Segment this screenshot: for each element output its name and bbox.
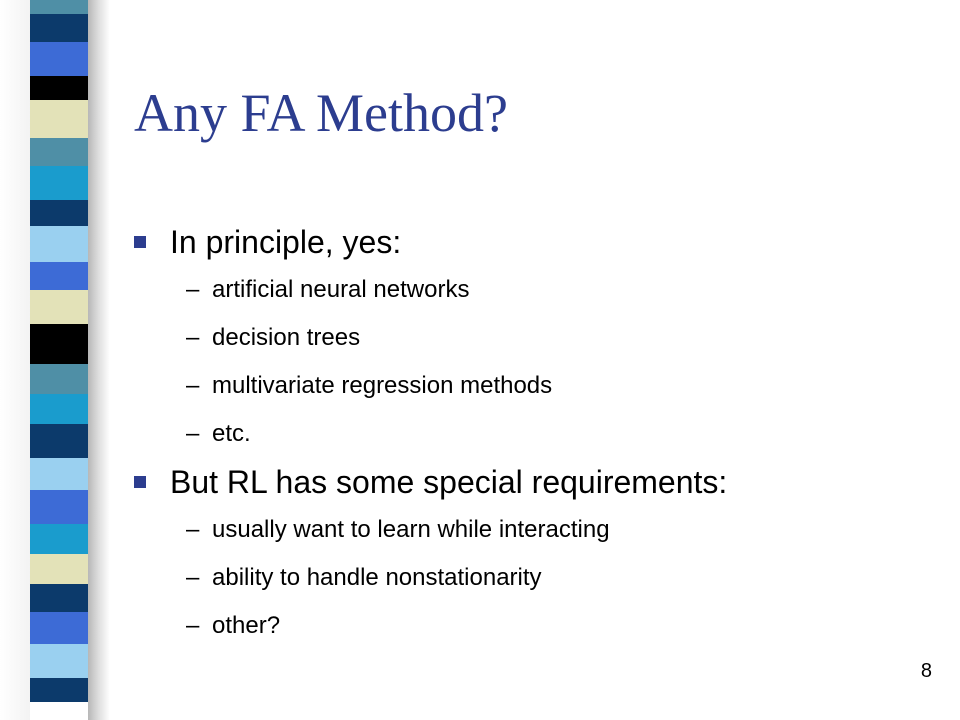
dash-marker: – <box>186 516 200 543</box>
stripe-segment <box>30 490 88 524</box>
stripe-segment <box>30 42 88 76</box>
stripe-segment <box>30 554 88 584</box>
stripe-segment <box>30 394 88 424</box>
stripe-segment <box>30 364 88 394</box>
stripe-shadow <box>88 0 110 720</box>
sub-item <box>134 554 914 602</box>
stripe-segment <box>30 524 88 554</box>
stripe-segment <box>30 612 88 644</box>
sub-item <box>134 314 914 362</box>
decorative-stripe <box>30 0 88 720</box>
bullet-text: In principle, yes: <box>170 224 402 260</box>
sub-item-text: usually want to learn while interacting <box>212 516 610 543</box>
stripe-segment <box>30 138 88 166</box>
stripe-segment <box>30 226 88 262</box>
square-bullet-icon <box>134 476 146 488</box>
dash-marker: – <box>186 420 200 447</box>
bullet-text: But RL has some special requirements: <box>170 464 728 500</box>
stripe-segment <box>30 324 88 364</box>
dash-marker: – <box>186 612 200 639</box>
sub-item-text: other? <box>212 612 281 639</box>
dash-marker: – <box>186 372 200 399</box>
sub-item <box>134 266 914 314</box>
sub-item-text: multivariate regression methods <box>212 372 553 399</box>
stripe-segment <box>30 0 88 14</box>
slide-content <box>134 218 914 650</box>
stripe-segment <box>30 584 88 612</box>
dash-marker: – <box>186 564 200 591</box>
stripe-segment <box>30 100 88 138</box>
stripe-segment <box>30 644 88 678</box>
slide-title: Any FA Method? <box>134 83 508 143</box>
stripe-segment <box>30 262 88 290</box>
sub-item-text: etc. <box>212 420 251 447</box>
stripe-segment <box>30 290 88 324</box>
sub-item <box>134 410 914 458</box>
stripe-segment <box>30 14 88 42</box>
stripe-segment <box>30 458 88 490</box>
stripe-segment <box>30 678 88 702</box>
bullet-item <box>134 458 914 506</box>
stripe-segment <box>30 424 88 458</box>
sub-item <box>134 506 914 554</box>
bullet-item <box>134 218 914 266</box>
dash-marker: – <box>186 276 200 303</box>
sub-item-text: artificial neural networks <box>212 276 470 303</box>
stripe-edge <box>0 0 30 720</box>
stripe-segment <box>30 200 88 226</box>
dash-marker: – <box>186 324 200 351</box>
sub-item <box>134 602 914 650</box>
sub-item-text: ability to handle nonstationarity <box>212 564 542 591</box>
square-bullet-icon <box>134 236 146 248</box>
sub-item <box>134 362 914 410</box>
page-number: 8 <box>920 660 932 682</box>
stripe-segment <box>30 76 88 100</box>
stripe-segment <box>30 166 88 200</box>
sub-item-text: decision trees <box>212 324 361 351</box>
